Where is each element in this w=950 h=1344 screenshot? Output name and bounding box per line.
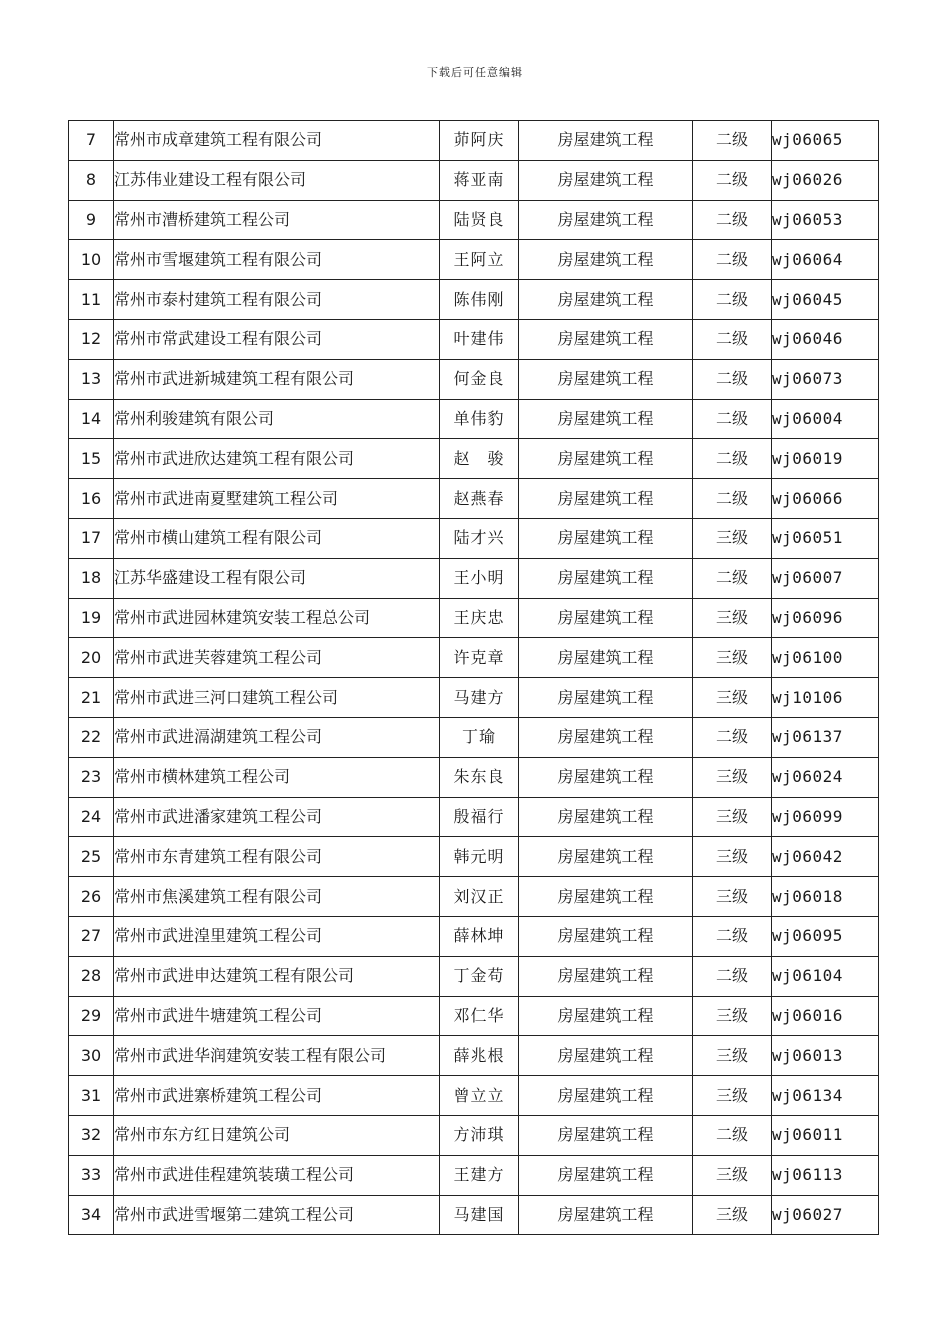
qualification-grade-cell: 二级 xyxy=(693,956,772,996)
project-manager-cell: 马建方 xyxy=(440,678,519,718)
company-name-cell: 常州市武进寨桥建筑工程公司 xyxy=(114,1076,440,1116)
row-number-cell: 19 xyxy=(69,598,114,638)
table-row xyxy=(69,1036,879,1076)
table-row xyxy=(69,280,879,320)
certificate-number-cell: wj06013 xyxy=(772,1036,879,1076)
company-name-cell: 常州市武进三河口建筑工程公司 xyxy=(114,678,440,718)
qualification-type-cell: 房屋建筑工程 xyxy=(519,916,693,956)
qualification-grade-cell: 三级 xyxy=(693,638,772,678)
project-manager-cell: 茆阿庆 xyxy=(440,121,519,161)
project-manager-cell: 韩元明 xyxy=(440,837,519,877)
qualification-type-cell: 房屋建筑工程 xyxy=(519,280,693,320)
qualification-type-cell: 房屋建筑工程 xyxy=(519,638,693,678)
qualification-type-cell: 房屋建筑工程 xyxy=(519,837,693,877)
row-number-cell: 11 xyxy=(69,280,114,320)
row-number-cell: 20 xyxy=(69,638,114,678)
row-number-cell: 24 xyxy=(69,797,114,837)
project-manager-cell: 赵 骏 xyxy=(440,439,519,479)
qualification-type-cell: 房屋建筑工程 xyxy=(519,678,693,718)
table-row xyxy=(69,1076,879,1116)
qualification-grade-cell: 二级 xyxy=(693,439,772,479)
company-name-cell: 常州市东方红日建筑公司 xyxy=(114,1115,440,1155)
row-number-cell: 28 xyxy=(69,956,114,996)
certificate-number-cell: wj06073 xyxy=(772,359,879,399)
qualification-grade-cell: 三级 xyxy=(693,797,772,837)
project-manager-cell: 邓仁华 xyxy=(440,996,519,1036)
table-row xyxy=(69,837,879,877)
company-name-cell: 常州市武进滆湖建筑工程公司 xyxy=(114,717,440,757)
table-row xyxy=(69,638,879,678)
company-name-cell: 常州市武进雪堰第二建筑工程公司 xyxy=(114,1195,440,1235)
table-row xyxy=(69,956,879,996)
row-number-cell: 26 xyxy=(69,877,114,917)
table-row xyxy=(69,240,879,280)
qualification-type-cell: 房屋建筑工程 xyxy=(519,399,693,439)
qualification-type-cell: 房屋建筑工程 xyxy=(519,717,693,757)
table-row xyxy=(69,558,879,598)
company-name-cell: 江苏华盛建设工程有限公司 xyxy=(114,558,440,598)
certificate-number-cell: wj06046 xyxy=(772,319,879,359)
qualification-grade-cell: 三级 xyxy=(693,837,772,877)
table-row xyxy=(69,518,879,558)
qualification-grade-cell: 二级 xyxy=(693,359,772,399)
table-row xyxy=(69,200,879,240)
qualification-grade-cell: 三级 xyxy=(693,598,772,638)
table-row xyxy=(69,678,879,718)
project-manager-cell: 赵燕春 xyxy=(440,479,519,519)
certificate-number-cell: wj06018 xyxy=(772,877,879,917)
row-number-cell: 25 xyxy=(69,837,114,877)
qualification-type-cell: 房屋建筑工程 xyxy=(519,956,693,996)
certificate-number-cell: wj06096 xyxy=(772,598,879,638)
qualification-grade-cell: 二级 xyxy=(693,200,772,240)
certificate-number-cell: wj06134 xyxy=(772,1076,879,1116)
qualification-grade-cell: 三级 xyxy=(693,678,772,718)
qualification-grade-cell: 二级 xyxy=(693,121,772,161)
contractor-table-body xyxy=(69,121,879,1235)
certificate-number-cell: wj06045 xyxy=(772,280,879,320)
qualification-grade-cell: 二级 xyxy=(693,558,772,598)
certificate-number-cell: wj06064 xyxy=(772,240,879,280)
company-name-cell: 常州市武进芙蓉建筑工程公司 xyxy=(114,638,440,678)
row-number-cell: 31 xyxy=(69,1076,114,1116)
company-name-cell: 常州市雪堰建筑工程有限公司 xyxy=(114,240,440,280)
qualification-grade-cell: 二级 xyxy=(693,399,772,439)
qualification-grade-cell: 三级 xyxy=(693,757,772,797)
row-number-cell: 14 xyxy=(69,399,114,439)
qualification-type-cell: 房屋建筑工程 xyxy=(519,479,693,519)
project-manager-cell: 朱东良 xyxy=(440,757,519,797)
qualification-type-cell: 房屋建筑工程 xyxy=(519,439,693,479)
project-manager-cell: 刘汉正 xyxy=(440,877,519,917)
row-number-cell: 7 xyxy=(69,121,114,161)
qualification-grade-cell: 三级 xyxy=(693,1155,772,1195)
project-manager-cell: 蒋亚南 xyxy=(440,160,519,200)
qualification-type-cell: 房屋建筑工程 xyxy=(519,877,693,917)
project-manager-cell: 许克章 xyxy=(440,638,519,678)
qualification-grade-cell: 二级 xyxy=(693,240,772,280)
qualification-type-cell: 房屋建筑工程 xyxy=(519,996,693,1036)
qualification-type-cell: 房屋建筑工程 xyxy=(519,558,693,598)
project-manager-cell: 马建国 xyxy=(440,1195,519,1235)
qualification-type-cell: 房屋建筑工程 xyxy=(519,160,693,200)
qualification-type-cell: 房屋建筑工程 xyxy=(519,598,693,638)
certificate-number-cell: wj10106 xyxy=(772,678,879,718)
row-number-cell: 32 xyxy=(69,1115,114,1155)
project-manager-cell: 单伟豹 xyxy=(440,399,519,439)
row-number-cell: 17 xyxy=(69,518,114,558)
row-number-cell: 23 xyxy=(69,757,114,797)
certificate-number-cell: wj06113 xyxy=(772,1155,879,1195)
company-name-cell: 常州市横林建筑工程公司 xyxy=(114,757,440,797)
company-name-cell: 常州市泰村建筑工程有限公司 xyxy=(114,280,440,320)
company-name-cell: 江苏伟业建设工程有限公司 xyxy=(114,160,440,200)
company-name-cell: 常州市武进华润建筑安装工程有限公司 xyxy=(114,1036,440,1076)
project-manager-cell: 薛林坤 xyxy=(440,916,519,956)
table-row xyxy=(69,160,879,200)
qualification-grade-cell: 二级 xyxy=(693,479,772,519)
project-manager-cell: 何金良 xyxy=(440,359,519,399)
row-number-cell: 10 xyxy=(69,240,114,280)
project-manager-cell: 王小明 xyxy=(440,558,519,598)
company-name-cell: 常州市武进湟里建筑工程公司 xyxy=(114,916,440,956)
certificate-number-cell: wj06065 xyxy=(772,121,879,161)
project-manager-cell: 方沛琪 xyxy=(440,1115,519,1155)
qualification-grade-cell: 二级 xyxy=(693,280,772,320)
contractor-table xyxy=(68,120,879,1235)
certificate-number-cell: wj06066 xyxy=(772,479,879,519)
project-manager-cell: 陆才兴 xyxy=(440,518,519,558)
qualification-type-cell: 房屋建筑工程 xyxy=(519,1076,693,1116)
row-number-cell: 29 xyxy=(69,996,114,1036)
table-row xyxy=(69,916,879,956)
table-row xyxy=(69,877,879,917)
qualification-type-cell: 房屋建筑工程 xyxy=(519,518,693,558)
qualification-type-cell: 房屋建筑工程 xyxy=(519,757,693,797)
qualification-grade-cell: 三级 xyxy=(693,996,772,1036)
qualification-type-cell: 房屋建筑工程 xyxy=(519,240,693,280)
project-manager-cell: 丁金苟 xyxy=(440,956,519,996)
certificate-number-cell: wj06016 xyxy=(772,996,879,1036)
certificate-number-cell: wj06137 xyxy=(772,717,879,757)
qualification-grade-cell: 二级 xyxy=(693,717,772,757)
qualification-type-cell: 房屋建筑工程 xyxy=(519,200,693,240)
row-number-cell: 9 xyxy=(69,200,114,240)
qualification-type-cell: 房屋建筑工程 xyxy=(519,797,693,837)
qualification-type-cell: 房屋建筑工程 xyxy=(519,1155,693,1195)
row-number-cell: 27 xyxy=(69,916,114,956)
table-row xyxy=(69,121,879,161)
row-number-cell: 12 xyxy=(69,319,114,359)
row-number-cell: 34 xyxy=(69,1195,114,1235)
table-row xyxy=(69,996,879,1036)
qualification-grade-cell: 三级 xyxy=(693,877,772,917)
company-name-cell: 常州市东青建筑工程有限公司 xyxy=(114,837,440,877)
company-name-cell: 常州市武进新城建筑工程有限公司 xyxy=(114,359,440,399)
company-name-cell: 常州利骏建筑有限公司 xyxy=(114,399,440,439)
table-row xyxy=(69,797,879,837)
project-manager-cell: 王阿立 xyxy=(440,240,519,280)
qualification-grade-cell: 二级 xyxy=(693,916,772,956)
row-number-cell: 33 xyxy=(69,1155,114,1195)
qualification-type-cell: 房屋建筑工程 xyxy=(519,121,693,161)
qualification-type-cell: 房屋建筑工程 xyxy=(519,1036,693,1076)
qualification-grade-cell: 三级 xyxy=(693,518,772,558)
qualification-type-cell: 房屋建筑工程 xyxy=(519,1195,693,1235)
company-name-cell: 常州市成章建筑工程有限公司 xyxy=(114,121,440,161)
qualification-grade-cell: 二级 xyxy=(693,1115,772,1155)
row-number-cell: 16 xyxy=(69,479,114,519)
company-name-cell: 常州市横山建筑工程有限公司 xyxy=(114,518,440,558)
row-number-cell: 22 xyxy=(69,717,114,757)
qualification-type-cell: 房屋建筑工程 xyxy=(519,1115,693,1155)
company-name-cell: 常州市焦溪建筑工程有限公司 xyxy=(114,877,440,917)
project-manager-cell: 丁瑜 xyxy=(440,717,519,757)
certificate-number-cell: wj06024 xyxy=(772,757,879,797)
certificate-number-cell: wj06026 xyxy=(772,160,879,200)
table-row xyxy=(69,1115,879,1155)
company-name-cell: 常州市武进园林建筑安装工程总公司 xyxy=(114,598,440,638)
company-name-cell: 常州市武进南夏墅建筑工程公司 xyxy=(114,479,440,519)
certificate-number-cell: wj06011 xyxy=(772,1115,879,1155)
qualification-grade-cell: 三级 xyxy=(693,1036,772,1076)
table-row xyxy=(69,1155,879,1195)
project-manager-cell: 曾立立 xyxy=(440,1076,519,1116)
row-number-cell: 8 xyxy=(69,160,114,200)
table-row xyxy=(69,399,879,439)
project-manager-cell: 薛兆根 xyxy=(440,1036,519,1076)
qualification-grade-cell: 二级 xyxy=(693,160,772,200)
row-number-cell: 13 xyxy=(69,359,114,399)
qualification-type-cell: 房屋建筑工程 xyxy=(519,319,693,359)
certificate-number-cell: wj06100 xyxy=(772,638,879,678)
row-number-cell: 18 xyxy=(69,558,114,598)
company-name-cell: 常州市武进申达建筑工程有限公司 xyxy=(114,956,440,996)
table-row xyxy=(69,479,879,519)
qualification-grade-cell: 三级 xyxy=(693,1195,772,1235)
certificate-number-cell: wj06099 xyxy=(772,797,879,837)
certificate-number-cell: wj06019 xyxy=(772,439,879,479)
qualification-type-cell: 房屋建筑工程 xyxy=(519,359,693,399)
project-manager-cell: 陈伟刚 xyxy=(440,280,519,320)
table-row xyxy=(69,359,879,399)
project-manager-cell: 王庆忠 xyxy=(440,598,519,638)
company-name-cell: 常州市漕桥建筑工程公司 xyxy=(114,200,440,240)
company-name-cell: 常州市常武建设工程有限公司 xyxy=(114,319,440,359)
project-manager-cell: 王建方 xyxy=(440,1155,519,1195)
table-row xyxy=(69,439,879,479)
certificate-number-cell: wj06051 xyxy=(772,518,879,558)
table-row xyxy=(69,717,879,757)
company-name-cell: 常州市武进潘家建筑工程公司 xyxy=(114,797,440,837)
table-row xyxy=(69,319,879,359)
qualification-grade-cell: 三级 xyxy=(693,1076,772,1116)
row-number-cell: 30 xyxy=(69,1036,114,1076)
certificate-number-cell: wj06007 xyxy=(772,558,879,598)
table-row xyxy=(69,757,879,797)
project-manager-cell: 叶建伟 xyxy=(440,319,519,359)
company-name-cell: 常州市武进牛塘建筑工程公司 xyxy=(114,996,440,1036)
page-header-text: 下载后可任意编辑 xyxy=(427,66,523,79)
row-number-cell: 15 xyxy=(69,439,114,479)
company-name-cell: 常州市武进欣达建筑工程有限公司 xyxy=(114,439,440,479)
certificate-number-cell: wj06095 xyxy=(772,916,879,956)
certificate-number-cell: wj06004 xyxy=(772,399,879,439)
project-manager-cell: 陆贤良 xyxy=(440,200,519,240)
project-manager-cell: 殷福行 xyxy=(440,797,519,837)
table-row xyxy=(69,598,879,638)
table-row xyxy=(69,1195,879,1235)
certificate-number-cell: wj06027 xyxy=(772,1195,879,1235)
company-name-cell: 常州市武进佳程建筑装璜工程公司 xyxy=(114,1155,440,1195)
certificate-number-cell: wj06053 xyxy=(772,200,879,240)
certificate-number-cell: wj06042 xyxy=(772,837,879,877)
row-number-cell: 21 xyxy=(69,678,114,718)
qualification-grade-cell: 二级 xyxy=(693,319,772,359)
certificate-number-cell: wj06104 xyxy=(772,956,879,996)
